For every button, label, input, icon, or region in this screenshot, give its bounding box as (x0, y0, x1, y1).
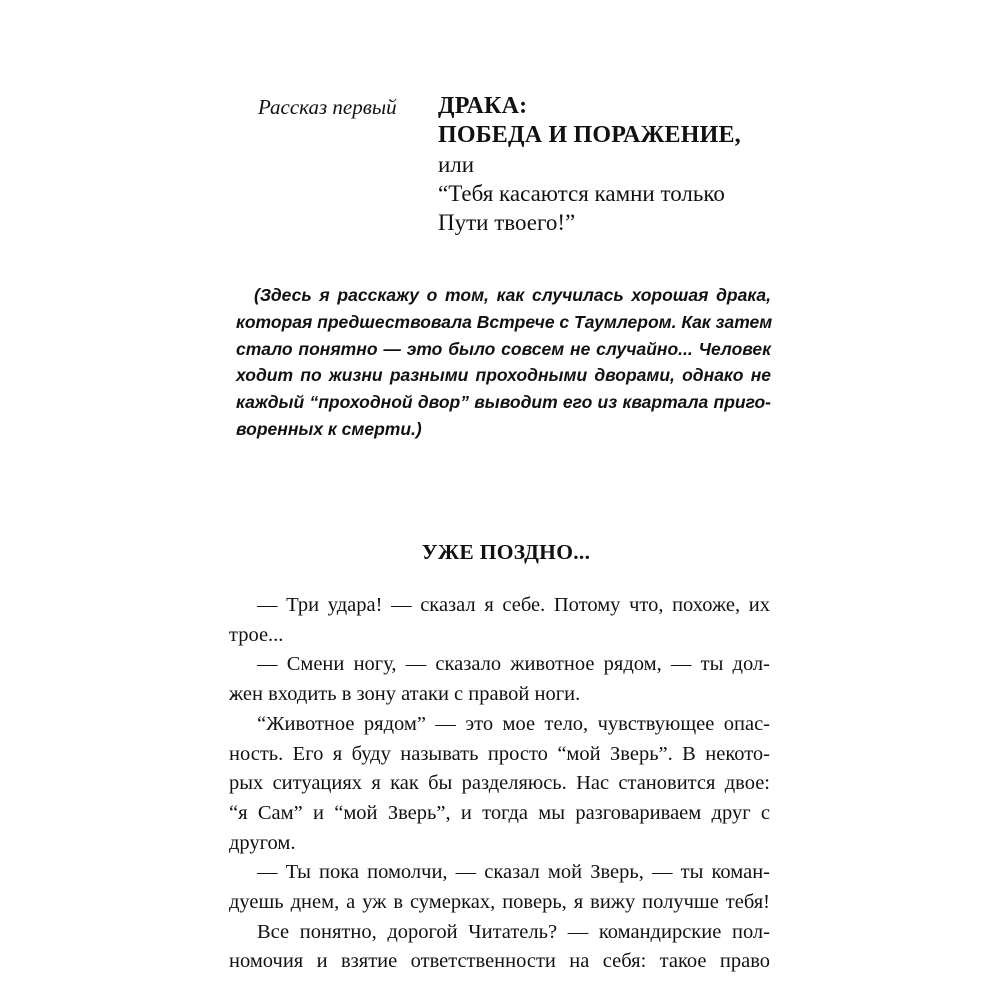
body-line: “Животное рядом” — это мое тело, чувствующее опас- (257, 712, 770, 735)
epigraph-line: стало понятно — это было совсем не случайно... Человек (236, 338, 771, 359)
story-title-block (438, 92, 798, 237)
body-line: “я Сам” и “мой Зверь”, и тогда мы разговариваем друг с (229, 801, 770, 824)
body-line: Все понятно, дорогой Читатель? — командирские пол- (257, 920, 770, 943)
body-line: — Ты пока помолчи, — сказал мой Зверь, — ты коман- (257, 861, 770, 884)
story-subtitle-line-3: Пути твоего!” (438, 210, 576, 235)
body-line: — Три удара! — сказал я себе. Потому что, похоже, их (257, 594, 770, 616)
body-line: другом. (229, 831, 296, 854)
story-label: Рассказ первый (258, 95, 397, 119)
story-title-line-1: ДРАКА: (438, 93, 528, 119)
story-subtitle-line-2: “Тебя касаются камни только (438, 181, 725, 206)
chapter-heading: УЖЕ ПОЗДНО... (421, 540, 591, 564)
epigraph-line: каждый “проходной двор” выводит его из квартала приго- (236, 392, 771, 413)
story-title-line-2: ПОБЕДА И ПОРАЖЕНИЕ, (438, 122, 741, 148)
body-line: жен входить в зону атаки с правой ноги. (229, 683, 581, 706)
body-line: дуешь днем, а уж в сумерках, поверь, я вижу получше тебя! (229, 891, 770, 914)
epigraph-line: воренных к смерти.) (236, 418, 422, 439)
epigraph-line: ходит по жизни разными проходными дворами, однако не (236, 365, 771, 386)
body-line: — Смени ногу, — сказало животное рядом, — ты дол- (257, 653, 770, 676)
epigraph (236, 282, 771, 443)
epigraph-line: (Здесь я расскажу о том, как случилась хорошая драка, (254, 285, 771, 305)
body-line: трое... (229, 623, 284, 646)
body-text (229, 591, 770, 977)
body-line: номочия и взятие ответственности на себя: такое право (229, 950, 770, 973)
story-subtitle-line-1: или (438, 152, 475, 177)
body-line: ность. Его я буду называть просто “мой Зверь”. В некото- (229, 742, 770, 765)
epigraph-line: которая предшествовала Встрече с Таумлером. Как затем (236, 311, 773, 332)
body-line: рых ситуациях я как бы разделяюсь. Нас становится двое: (229, 772, 770, 795)
